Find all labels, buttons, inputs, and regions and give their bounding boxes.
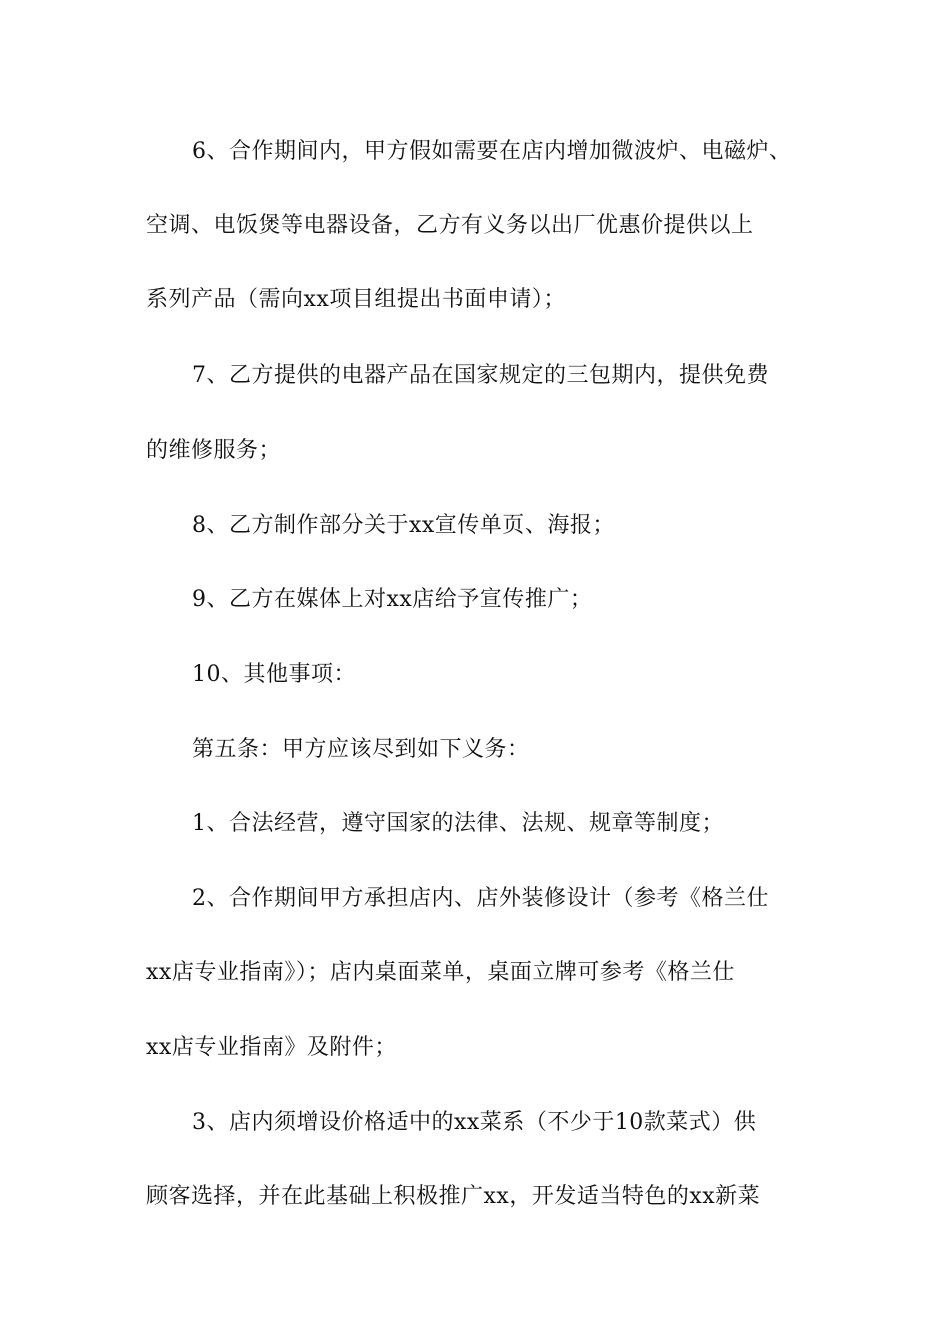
paragraph-line: 6、合作期间内，甲方假如需要在店内增加微波炉、电磁炉、 [192, 139, 792, 164]
paragraph-line: 3、店内须增设价格适中的xx菜系（不少于10款菜式）供 [192, 1110, 757, 1135]
paragraph-line: 的维修服务； [146, 438, 282, 463]
section-heading: 第五条：甲方应该尽到如下义务： [192, 737, 530, 762]
paragraph-line: 8、乙方制作部分关于xx宣传单页、海报； [192, 513, 615, 538]
paragraph-line: 10、其他事项： [192, 662, 356, 687]
paragraph-line: 9、乙方在媒体上对xx店给予宣传推广； [192, 587, 593, 612]
paragraph-line: xx店专业指南》及附件； [146, 1035, 397, 1060]
paragraph-line: 1、合法经营，遵守国家的法律、法规、规章等制度； [192, 811, 724, 836]
paragraph-line: 顾客选择，并在此基础上积极推广xx，开发适当特色的xx新菜 [146, 1184, 761, 1209]
paragraph-line: 7、乙方提供的电器产品在国家规定的三包期内，提供免费 [192, 363, 769, 388]
paragraph-line: 系列产品（需向xx项目组提出书面申请）； [146, 287, 566, 312]
paragraph-line: 2、合作期间甲方承担店内、店外装修设计（参考《格兰仕 [192, 886, 769, 911]
paragraph-line: 空调、电饭煲等电器设备，乙方有义务以出厂优惠价提供以上 [146, 213, 754, 238]
paragraph-line: xx店专业指南》）；店内桌面菜单，桌面立牌可参考《格兰仕 [146, 960, 735, 985]
